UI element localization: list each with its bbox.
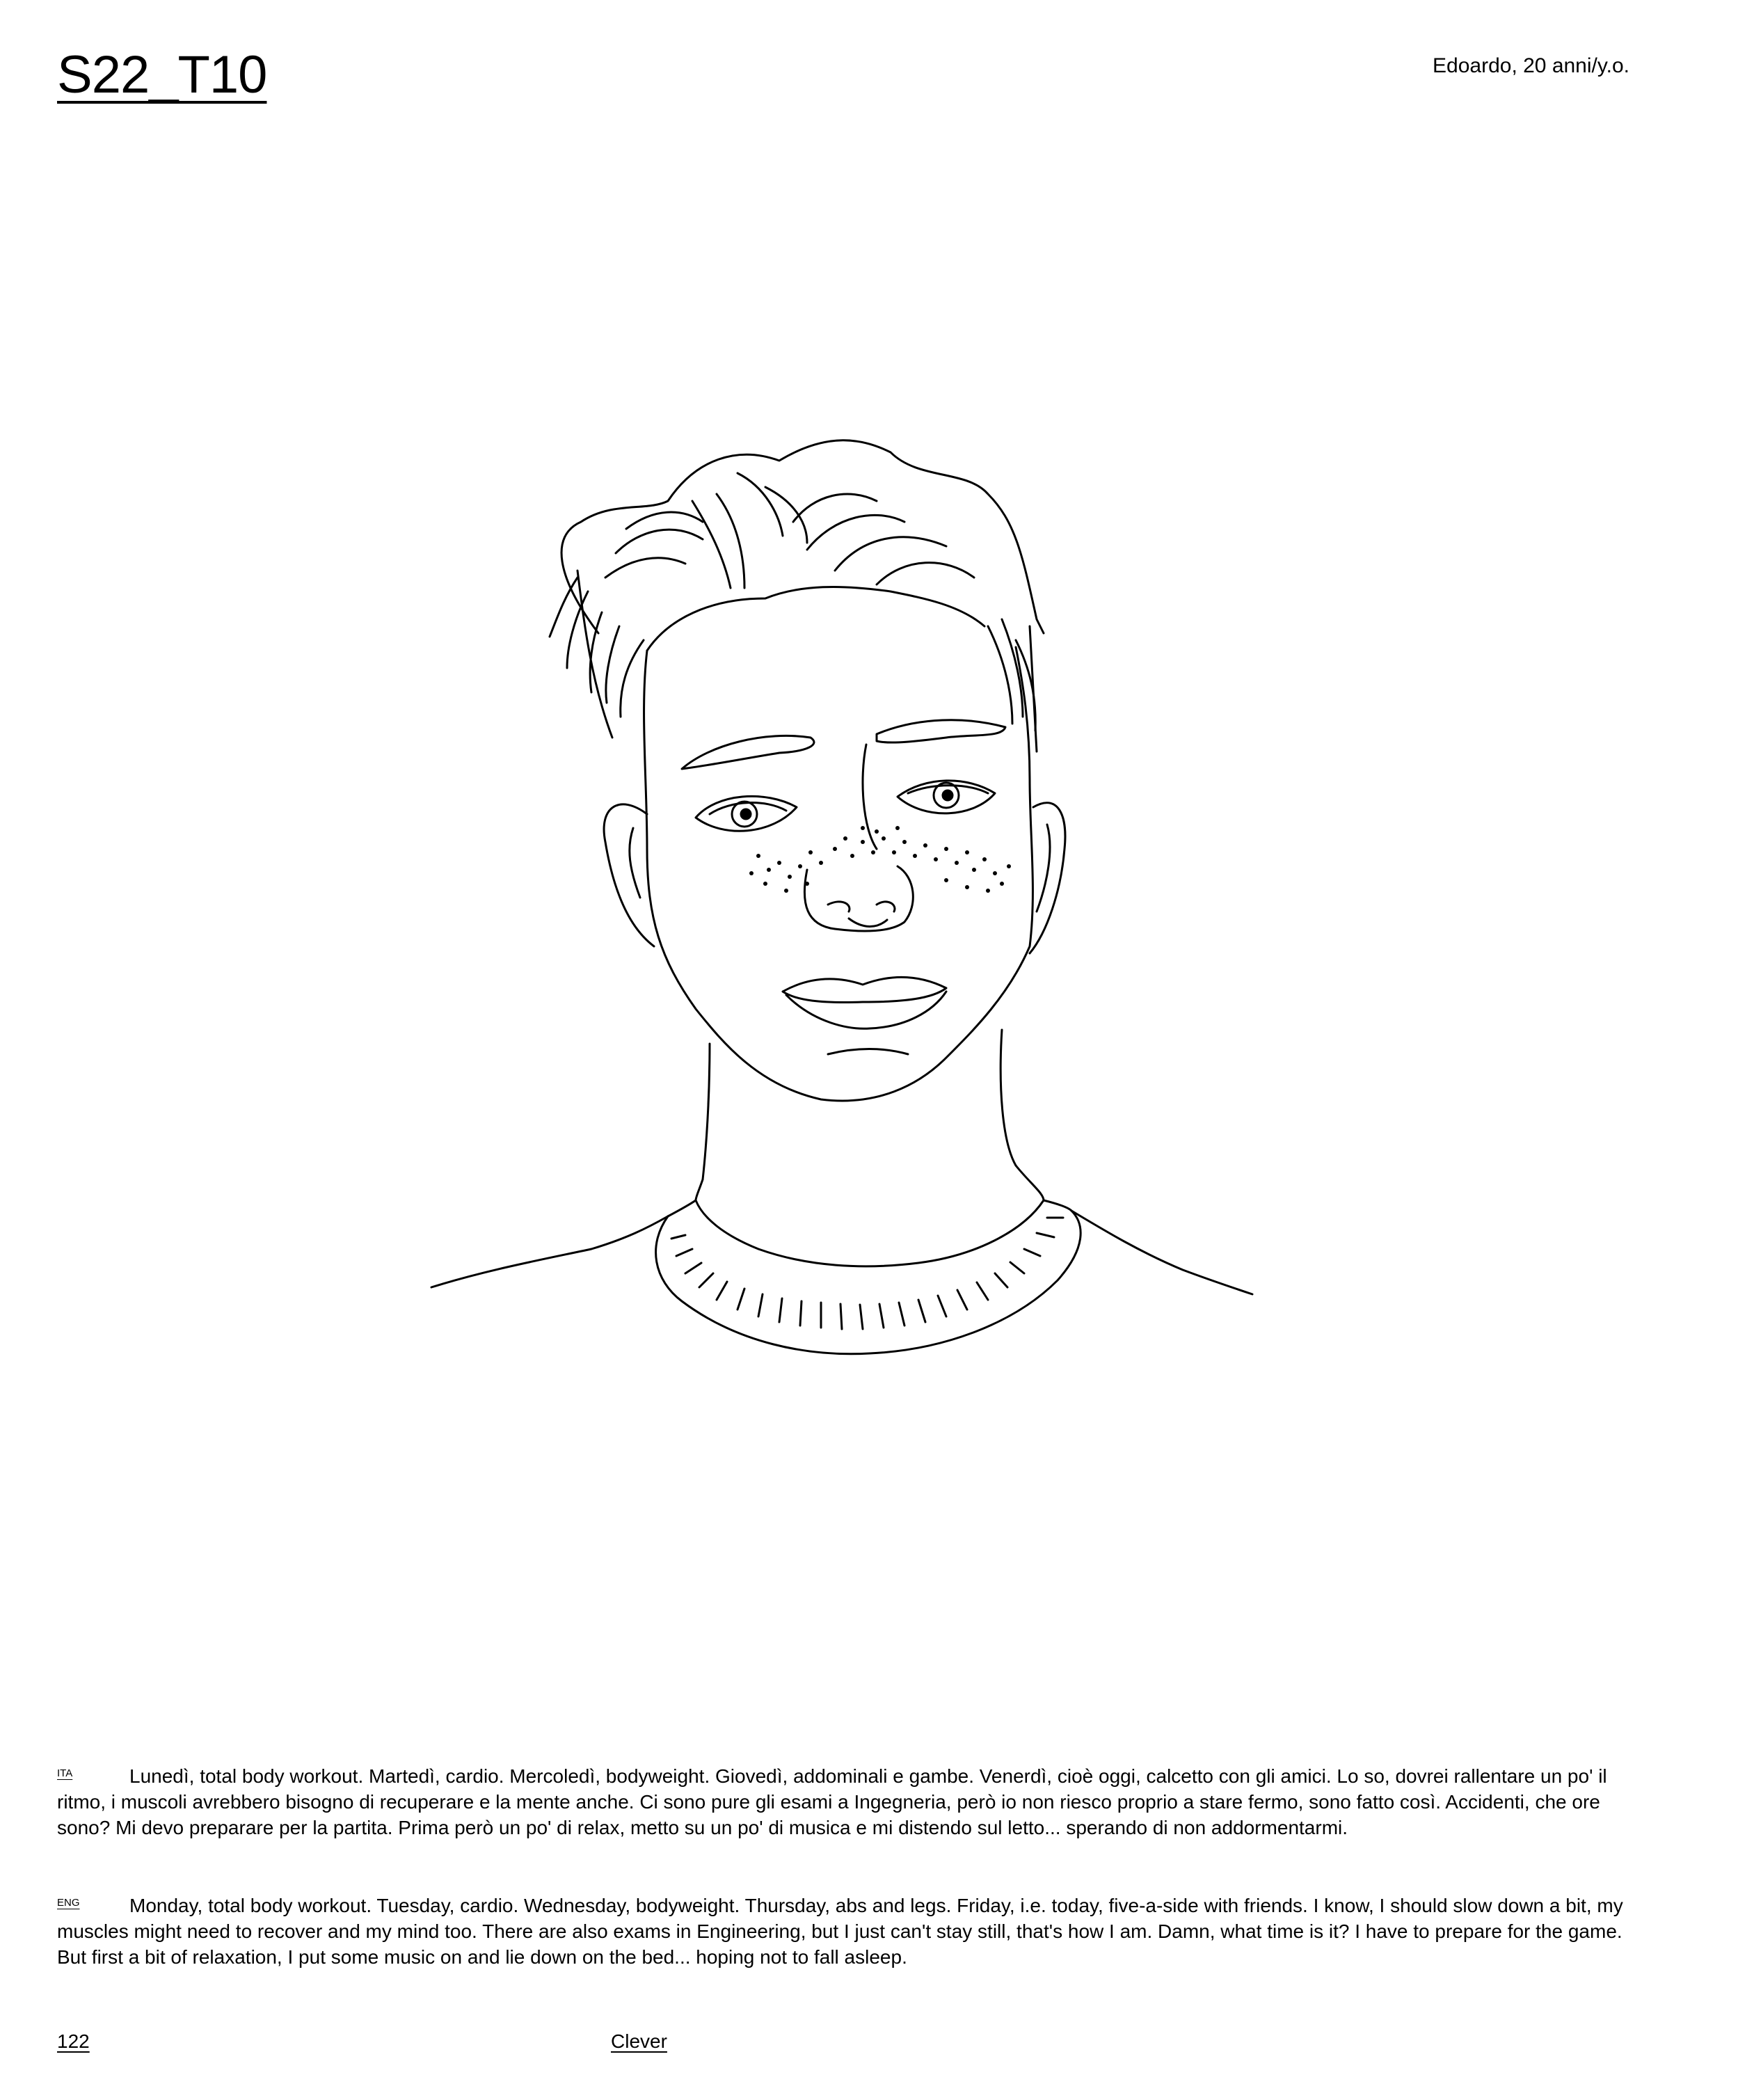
english-text xyxy=(57,1893,1629,1970)
italian-body: Lunedì, total body workout. Martedì, cardio. Mercoledì, bodyweight. Giovedì, addominali e gambe. Venerdì, cioè oggi, calcetto con gli amici. Lo so, dovrei rallentare un po' il ritmo, i muscoli avrebbero bisogno di recuperare e la mente anche. Ci sono pure gli esami a Ingegneria, però io non riesco proprio a stare fermo, sono fatto così. Accidenti, che ore sono? Mi devo preparare per la partita. Prima però un po' di relax, metto su un po' di musica e mi distendo sul letto... sperando di non addormentarmi. xyxy=(57,1765,1607,1838)
lang-label-eng: ENG xyxy=(57,1897,80,1909)
portrait-line-drawing-icon xyxy=(417,417,1266,1392)
italian-text xyxy=(57,1763,1629,1840)
lang-label-ita: ITA xyxy=(57,1767,73,1779)
section-label: Clever xyxy=(611,2030,667,2052)
subject-caption: Edoardo, 20 anni/y.o. xyxy=(1433,54,1629,77)
page-code: S22_T10 xyxy=(57,45,267,104)
english-body: Monday, total body workout. Tuesday, cardio. Wednesday, bodyweight. Thursday, abs and legs. Friday, i.e. today, five-a-side with friends. I know, I should slow down a bit, my muscles might need to recover and my mind too. There are also exams in Engineering, but I just can't stay still, that's how I am. Damn, what time is it? I have to prepare for the game. But first a bit of relaxation, I put some music on and lie down on the bed... hoping not to fall asleep. xyxy=(57,1895,1623,1968)
page-number: 122 xyxy=(57,2030,90,2052)
